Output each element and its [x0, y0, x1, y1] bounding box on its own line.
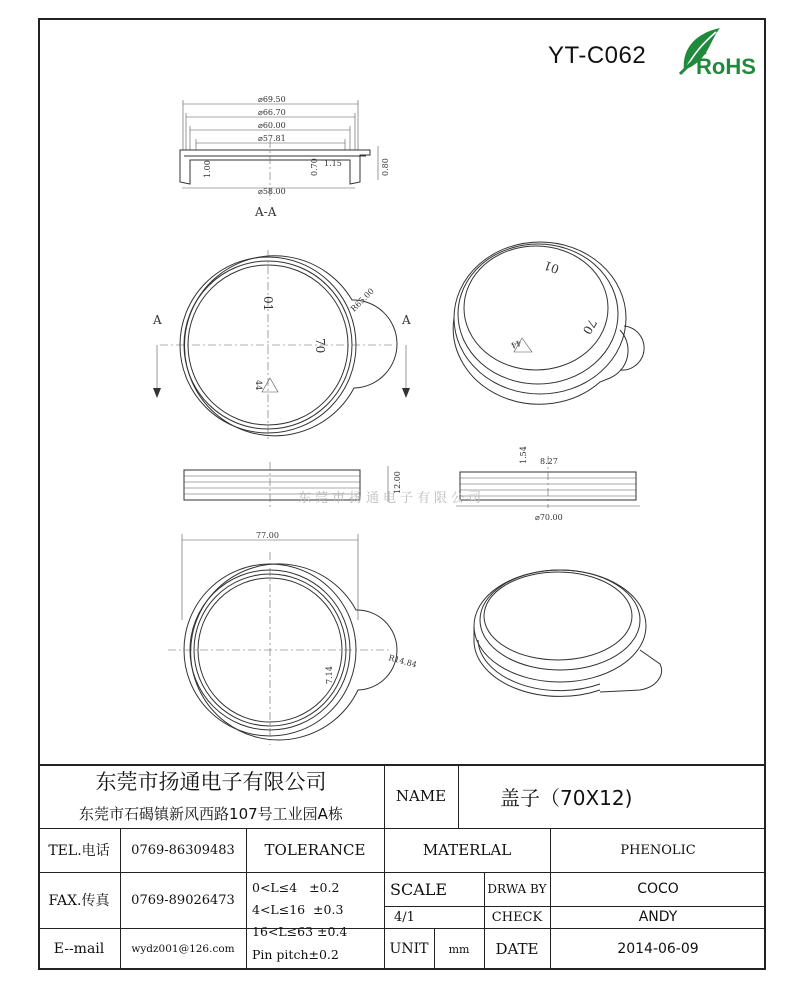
unit-value: mm [448, 942, 470, 956]
mark-01-top: 01 [261, 296, 275, 312]
material-value: PHENOLIC [620, 842, 696, 858]
dim-d58-00: ⌀58.00 [258, 187, 286, 196]
section-view-a-a [180, 95, 390, 219]
section-label: A-A [255, 205, 277, 219]
dim-d60-00: ⌀60.00 [258, 121, 286, 130]
fax-value: 0769-89026473 [131, 892, 235, 908]
fax-label: FAX.传真 [48, 893, 110, 909]
tolerance-row: 16<L≤63 ±0.4 [252, 923, 348, 939]
company-address: 东莞市石碣镇新风西路107号工业园A栋 [79, 804, 343, 823]
dim-h12-00: 12.00 [393, 471, 402, 494]
dim-w8-27: 8.27 [540, 457, 558, 466]
date-label: DATE [495, 940, 539, 958]
mark-70-iso: 70 [579, 316, 600, 337]
isometric-view-bottom [474, 570, 662, 696]
dim-r14-84: R14.84 [387, 653, 418, 670]
dim-t1-15: 1.15 [324, 159, 342, 168]
tolerance-row: 4<L≤16 ±0.3 [252, 901, 344, 917]
name-label: NAME [395, 787, 447, 805]
dim-t1-00: 1.00 [203, 160, 212, 178]
material-label: MATERLAL [422, 841, 512, 859]
recycle-code-iso: 44 [509, 338, 523, 351]
tolerance-row: 0<L≤4 ±0.2 [252, 879, 340, 895]
check-value: ANDY [638, 909, 678, 925]
scale-label: SCALE [390, 879, 448, 899]
date-value: 2014-06-09 [617, 941, 699, 957]
dim-d57-81: ⌀57.81 [258, 134, 286, 143]
recycle-icon [262, 378, 278, 392]
part-number: YT-C062 [548, 42, 647, 69]
company-name: 东莞市扬通电子有限公司 [95, 770, 327, 794]
cut-label-left: A [153, 313, 162, 327]
dim-w77-00: 77.00 [256, 531, 279, 540]
dim-r65-00: R65.00 [349, 286, 376, 314]
dim-h7-14: 7.14 [325, 666, 334, 684]
rohs-label: RoHS [696, 54, 756, 79]
side-view-right [456, 446, 640, 522]
scale-value: 4/1 [394, 909, 415, 925]
email-label: E--mail [53, 941, 105, 957]
dim-d69-50: ⌀69.50 [258, 95, 286, 104]
drawn-label: DRWA BY [487, 882, 547, 896]
check-label: CHECK [491, 909, 543, 925]
drawn-value: COCO [637, 881, 679, 897]
isometric-view-top [453, 242, 644, 404]
tolerance-label: TOLERANCE [264, 841, 366, 859]
dim-t0-70: 0.70 [310, 158, 319, 176]
mark-70-top: 70 [313, 338, 327, 354]
unit-label: UNIT [389, 941, 429, 957]
dim-t0-80: 0.80 [381, 158, 390, 176]
tel-label: TEL.电话 [48, 843, 110, 859]
name-value: 盖子（70X12) [500, 785, 633, 810]
rohs-badge [676, 24, 768, 80]
dim-d70-00: ⌀70.00 [535, 513, 563, 522]
engineering-drawing [40, 80, 764, 766]
cut-label-right: A [402, 313, 411, 327]
mark-01-iso: 01 [541, 257, 562, 277]
tel-value: 0769-86309483 [131, 842, 235, 858]
top-view [152, 250, 411, 440]
title-block [38, 764, 766, 970]
email-value: wydz001@126.com [131, 943, 235, 955]
tolerance-row: Pin pitch±0.2 [252, 946, 339, 962]
bottom-view [168, 531, 418, 745]
dim-d66-70: ⌀66.70 [258, 108, 286, 117]
dim-h1-54: 1.54 [519, 446, 528, 464]
recycle-code-top: 44 [254, 380, 263, 391]
watermark: 东莞市扬通电子有限公司 [298, 491, 486, 506]
